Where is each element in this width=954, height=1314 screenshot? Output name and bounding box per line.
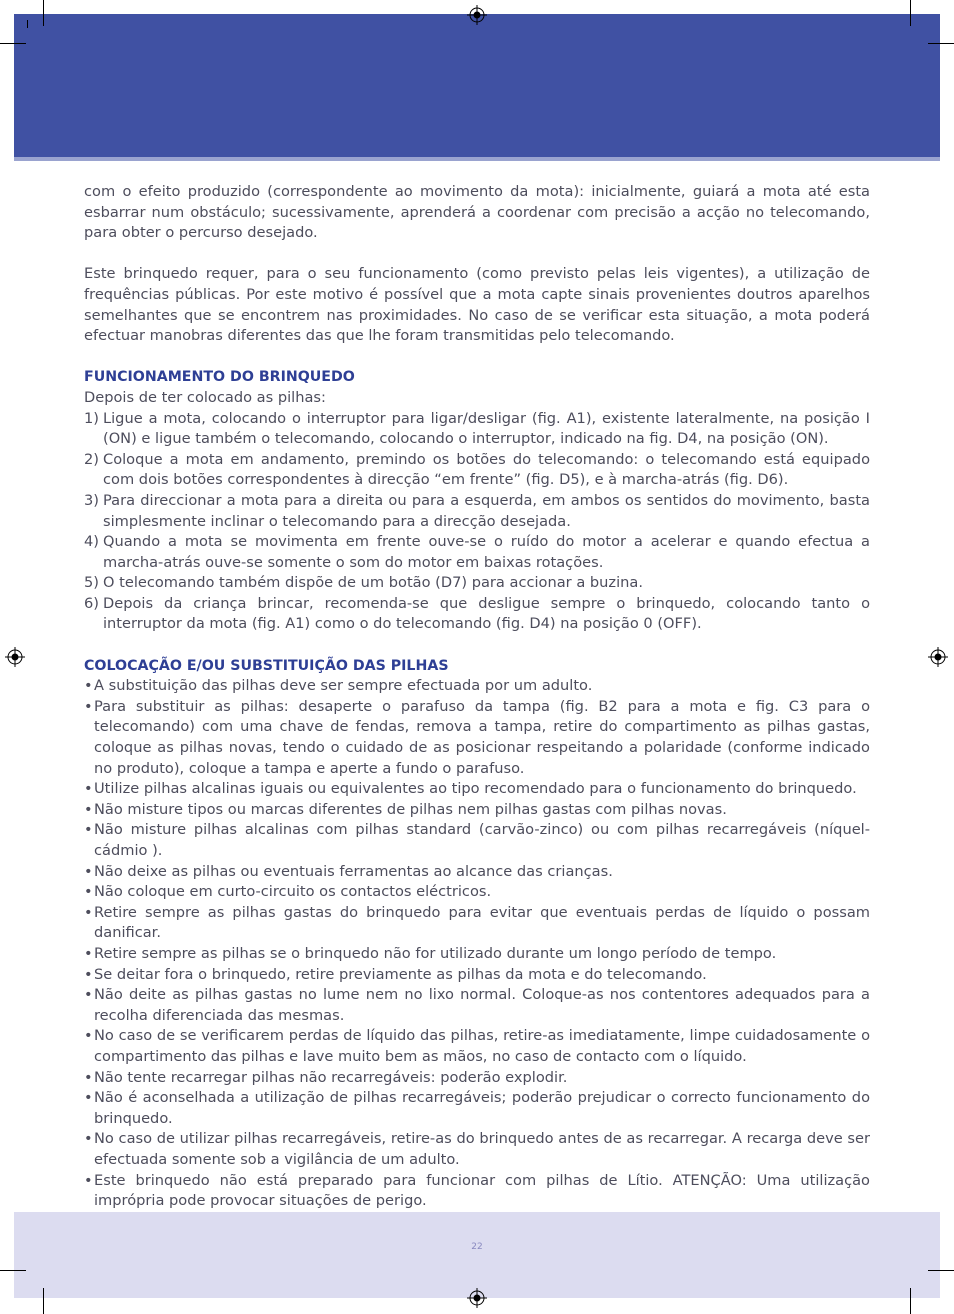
intro-paragraph-2: Este brinquedo requer, para o seu funcionamento (como previsto pelas leis vigentes), a utilização de frequências públicas. Por este motivo é possível que a mota capte sinais provenientes doutros aparelhos semelhantes que se encontrem nas proximidades. No caso de se verificar esta situação, a mota poderá efectuar manobras diferentes das que lhe foram transmitidas pelo telecomando. xyxy=(84,265,870,345)
pilhas-list xyxy=(84,676,870,1211)
list-item: • Para substituir as pilhas: desaperte o parafuso da tampa (fig. B2 para a mota e fig. C3 para o telecomando) com uma chave de fendas, remova a tampa, retire do compartimento as pilhas gastas, coloque as pilhas novas, tendo o cuidado de as posicionar respeitando a polaridade (conforme indicado no produto), coloque a tampa e aperte a fundo o parafuso. xyxy=(84,697,870,779)
list-item: • Não é aconselhada a utilização de pilhas recarregáveis; poderão prejudicar o correcto funcionamento do brinquedo. xyxy=(84,1088,870,1129)
crop-mark-tl-v2 xyxy=(27,20,28,28)
list-item: • Este brinquedo não está preparado para funcionar com pilhas de Lítio. ATENÇÃO: Uma utilização imprópria pode provocar situações de perigo. xyxy=(84,1171,870,1212)
list-item: 6) Depois da criança brincar, recomenda-se que desligue sempre o brinquedo, colocando tanto o interruptor da mota (fig. A1) como o do telecomando (fig. D4) na posição 0 (OFF). xyxy=(84,594,870,633)
intro-paragraph-1: com o efeito produzido (correspondente ao movimento da mota): inicialmente, guiará a mota até esta esbarrar num obstáculo; sucessivamente, aprenderá a coordenar com precisão a acção no telecomando, para obter o percurso desejado. xyxy=(84,183,870,242)
header-band-shadow xyxy=(14,157,940,161)
crop-mark-tr-h xyxy=(928,43,954,44)
crop-mark-tl-h xyxy=(0,43,26,44)
list-item: • Utilize pilhas alcalinas iguais ou equivalentes ao tipo recomendado para o funcionamento do brinquedo. xyxy=(84,779,870,800)
list-item: • Não tente recarregar pilhas não recarregáveis: poderão explodir. xyxy=(84,1068,870,1089)
registration-mark-top-icon xyxy=(467,5,487,25)
list-item: 1) Ligue a mota, colocando o interruptor para ligar/desligar (fig. A1), existente lateralmente, na posição I (ON) e ligue também o telecomando, colocando o interruptor, indicado na fig. D4, na posição (ON). xyxy=(84,409,870,448)
list-item: 3) Para direccionar a mota para a direita ou para a esquerda, em ambos os sentidos do movimento, basta simplesmente inclinar o telecomando para a direcção desejada. xyxy=(84,491,870,530)
list-item: • Se deitar fora o brinquedo, retire previamente as pilhas da mota e do telecomando. xyxy=(84,965,870,986)
list-item: 2) Coloque a mota em andamento, premindo os botões do telecomando: o telecomando está equipado com dois botões correspondentes à direcção “em frente” (fig. D5), e à marcha-atrás (fig. D6). xyxy=(84,450,870,489)
list-item: • Retire sempre as pilhas se o brinquedo não for utilizado durante um longo período de tempo. xyxy=(84,944,870,965)
list-item: • Retire sempre as pilhas gastas do brinquedo para evitar que eventuais perdas de líquido o possam danificar. xyxy=(84,903,870,944)
list-item: • Não misture tipos ou marcas diferentes de pilhas nem pilhas gastas com pilhas novas. xyxy=(84,800,870,821)
crop-mark-tl-v xyxy=(43,0,44,26)
crop-mark-br-h xyxy=(928,1270,954,1271)
registration-mark-bottom-icon xyxy=(467,1288,487,1308)
footer-band xyxy=(14,1212,940,1298)
crop-mark-tr-v xyxy=(910,0,911,26)
list-item: • Não deite as pilhas gastas no lume nem no lixo normal. Coloque-as nos contentores adequados para a recolha diferenciada das mesmas. xyxy=(84,985,870,1026)
list-item: • A substituição das pilhas deve ser sempre efectuada por um adulto. xyxy=(84,676,870,697)
page-number: 22 xyxy=(471,1242,483,1252)
funcionamento-lead: Depois de ter colocado as pilhas: xyxy=(84,388,326,406)
header-band xyxy=(14,14,940,160)
list-item: • No caso de se verificarem perdas de líquido das pilhas, retire-as imediatamente, limpe cuidadosamente o compartimento das pilhas e lave muito bem as mãos, no caso de contacto com o líquido. xyxy=(84,1026,870,1067)
crop-mark-bl-h xyxy=(0,1270,26,1271)
list-item: • Não coloque em curto-circuito os contactos eléctricos. xyxy=(84,882,870,903)
list-item: 5) O telecomando também dispõe de um botão (D7) para accionar a buzina. xyxy=(84,574,643,592)
list-item: • No caso de utilizar pilhas recarregáveis, retire-as do brinquedo antes de as recarregar. A recarga deve ser efectuada somente sob a vigilância de um adulto. xyxy=(84,1129,870,1170)
page-content xyxy=(84,182,870,1212)
list-item: 4) Quando a mota se movimenta em frente ouve-se o ruído do motor a acelerar e quando efectua a marcha-atrás ouve-se somente o som do motor em baixas rotações. xyxy=(84,533,870,571)
registration-mark-left-icon xyxy=(5,647,25,667)
registration-mark-right-icon xyxy=(928,647,948,667)
list-item: • Não deixe as pilhas ou eventuais ferramentas ao alcance das crianças. xyxy=(84,862,870,883)
crop-mark-br-v xyxy=(910,1288,911,1314)
section-heading-funcionamento: FUNCIONAMENTO DO BRINQUEDO xyxy=(84,369,355,386)
list-item: • Não misture pilhas alcalinas com pilhas standard (carvão-zinco) ou com pilhas recarregáveis (níquel-cádmio ). xyxy=(84,820,870,861)
funcionamento-steps xyxy=(84,409,870,636)
section-heading-pilhas: COLOCAÇÃO E/OU SUBSTITUIÇÃO DAS PILHAS xyxy=(84,657,449,674)
crop-mark-bl-v xyxy=(43,1288,44,1314)
